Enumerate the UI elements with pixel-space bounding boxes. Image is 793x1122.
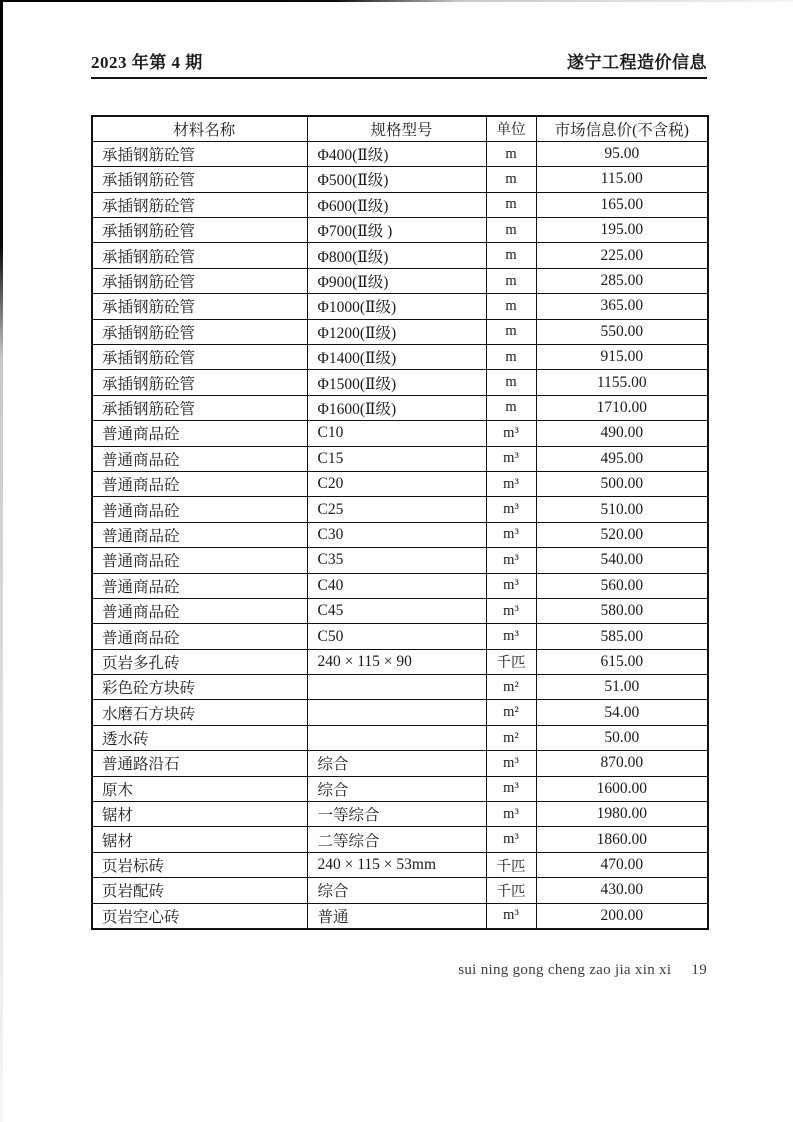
table-row [92, 751, 708, 776]
price-cell: 520.00 [536, 522, 708, 547]
material-name-cell: 普通商品砼 [92, 548, 307, 573]
table-row [92, 802, 708, 827]
price-cell: 540.00 [536, 548, 708, 573]
unit-cell: m³ [486, 624, 536, 649]
spec-cell: Φ1000(Ⅱ级) [307, 294, 486, 319]
spec-cell: C45 [307, 598, 486, 623]
material-name-cell: 承插钢筋砼管 [92, 167, 307, 192]
price-cell: 870.00 [536, 751, 708, 776]
unit-cell: m³ [486, 522, 536, 547]
price-cell: 50.00 [536, 725, 708, 750]
spec-cell: C30 [307, 522, 486, 547]
price-cell: 510.00 [536, 497, 708, 522]
price-cell: 165.00 [536, 192, 708, 217]
table-row [92, 243, 708, 268]
price-cell: 1600.00 [536, 776, 708, 801]
price-cell: 115.00 [536, 167, 708, 192]
spec-cell: 240 × 115 × 90 [307, 649, 486, 674]
unit-cell: m³ [486, 548, 536, 573]
price-cell: 580.00 [536, 598, 708, 623]
spec-cell [307, 700, 486, 725]
spec-cell: Φ1500(Ⅱ级) [307, 370, 486, 395]
material-name-cell: 页岩空心砖 [92, 903, 307, 928]
price-cell: 500.00 [536, 471, 708, 496]
page-footer [91, 962, 707, 979]
unit-cell: 千匹 [486, 878, 536, 903]
price-cell: 51.00 [536, 675, 708, 700]
unit-cell: 千匹 [486, 852, 536, 877]
unit-cell: m [486, 395, 536, 420]
spec-cell: Φ900(Ⅱ级) [307, 268, 486, 293]
table-row [92, 903, 708, 928]
unit-cell: m³ [486, 497, 536, 522]
unit-cell: m² [486, 675, 536, 700]
document-header [91, 53, 707, 73]
table-row [92, 522, 708, 547]
price-cell: 1980.00 [536, 802, 708, 827]
publication-title: 遂宁工程造价信息 [567, 53, 707, 72]
unit-cell: m [486, 294, 536, 319]
spec-cell: 综合 [307, 751, 486, 776]
table-row [92, 573, 708, 598]
spec-cell: 综合 [307, 776, 486, 801]
unit-cell: m³ [486, 776, 536, 801]
unit-cell: m³ [486, 573, 536, 598]
table-row [92, 471, 708, 496]
unit-cell: m [486, 268, 536, 293]
unit-cell: m [486, 370, 536, 395]
material-name-cell: 页岩配砖 [92, 878, 307, 903]
table-row [92, 649, 708, 674]
price-cell: 560.00 [536, 573, 708, 598]
spec-cell: 一等综合 [307, 802, 486, 827]
spec-cell: 普通 [307, 903, 486, 928]
table-row [92, 370, 708, 395]
material-name-cell: 普通商品砼 [92, 497, 307, 522]
spec-cell: C15 [307, 446, 486, 471]
table-row [92, 776, 708, 801]
unit-cell: m³ [486, 598, 536, 623]
price-cell: 490.00 [536, 421, 708, 446]
unit-cell: 千匹 [486, 649, 536, 674]
price-cell: 550.00 [536, 319, 708, 344]
price-cell: 54.00 [536, 700, 708, 725]
material-name-cell: 承插钢筋砼管 [92, 294, 307, 319]
spec-cell: C20 [307, 471, 486, 496]
material-name-cell: 承插钢筋砼管 [92, 141, 307, 166]
unit-cell: m³ [486, 446, 536, 471]
unit-cell: m³ [486, 802, 536, 827]
spec-cell: Φ500(Ⅱ级) [307, 167, 486, 192]
spec-cell: Φ400(Ⅱ级) [307, 141, 486, 166]
spec-cell: 二等综合 [307, 827, 486, 852]
unit-cell: m [486, 141, 536, 166]
spec-cell: C35 [307, 548, 486, 573]
column-header-unit: 单位 [486, 116, 536, 141]
spec-cell: Φ800(Ⅱ级) [307, 243, 486, 268]
page-number: 19 [691, 961, 707, 978]
unit-cell: m [486, 218, 536, 243]
column-header-material: 材料名称 [92, 116, 307, 141]
price-cell: 365.00 [536, 294, 708, 319]
material-name-cell: 原木 [92, 776, 307, 801]
material-name-cell: 页岩多孔砖 [92, 649, 307, 674]
material-name-cell: 普通商品砼 [92, 421, 307, 446]
unit-cell: m³ [486, 471, 536, 496]
table-row [92, 497, 708, 522]
spec-cell: Φ700(Ⅱ级 ) [307, 218, 486, 243]
unit-cell: m [486, 192, 536, 217]
spec-cell: C50 [307, 624, 486, 649]
unit-cell: m³ [486, 903, 536, 928]
price-cell: 585.00 [536, 624, 708, 649]
material-name-cell: 普通商品砼 [92, 598, 307, 623]
material-name-cell: 承插钢筋砼管 [92, 268, 307, 293]
spec-cell: C40 [307, 573, 486, 598]
material-name-cell: 锯材 [92, 827, 307, 852]
price-cell: 1155.00 [536, 370, 708, 395]
price-cell: 1710.00 [536, 395, 708, 420]
price-cell: 195.00 [536, 218, 708, 243]
unit-cell: m [486, 319, 536, 344]
price-cell: 915.00 [536, 345, 708, 370]
material-name-cell: 承插钢筋砼管 [92, 370, 307, 395]
unit-cell: m [486, 345, 536, 370]
price-cell: 95.00 [536, 141, 708, 166]
spec-cell [307, 725, 486, 750]
price-cell: 200.00 [536, 903, 708, 928]
material-name-cell: 普通商品砼 [92, 522, 307, 547]
spec-cell: 240 × 115 × 53mm [307, 852, 486, 877]
header-rule [91, 77, 707, 79]
material-name-cell: 透水砖 [92, 725, 307, 750]
table-row [92, 852, 708, 877]
unit-cell: m³ [486, 827, 536, 852]
table-row [92, 700, 708, 725]
table-row [92, 268, 708, 293]
price-table [91, 115, 709, 930]
price-cell: 285.00 [536, 268, 708, 293]
price-cell: 470.00 [536, 852, 708, 877]
material-name-cell: 彩色砼方块砖 [92, 675, 307, 700]
unit-cell: m² [486, 725, 536, 750]
table-row [92, 548, 708, 573]
spec-cell: Φ1200(Ⅱ级) [307, 319, 486, 344]
material-name-cell: 承插钢筋砼管 [92, 319, 307, 344]
table-row [92, 294, 708, 319]
scan-artifact-left-edge [0, 0, 3, 1122]
table-row [92, 675, 708, 700]
price-table-body [92, 141, 708, 928]
column-header-spec: 规格型号 [307, 116, 486, 141]
unit-cell: m² [486, 700, 536, 725]
unit-cell: m [486, 167, 536, 192]
table-row [92, 598, 708, 623]
table-row [92, 878, 708, 903]
price-cell: 1860.00 [536, 827, 708, 852]
spec-cell: 综合 [307, 878, 486, 903]
price-table-header [92, 116, 708, 141]
spec-cell: Φ1600(Ⅱ级) [307, 395, 486, 420]
table-row [92, 624, 708, 649]
table-row [92, 421, 708, 446]
material-name-cell: 水磨石方块砖 [92, 700, 307, 725]
material-name-cell: 普通商品砼 [92, 624, 307, 649]
table-row [92, 345, 708, 370]
table-row [92, 446, 708, 471]
issue-label: 2023 年第 4 期 [91, 53, 203, 72]
table-row [92, 725, 708, 750]
material-name-cell: 普通商品砼 [92, 446, 307, 471]
table-row [92, 319, 708, 344]
unit-cell: m³ [486, 421, 536, 446]
material-name-cell: 承插钢筋砼管 [92, 192, 307, 217]
spec-cell [307, 675, 486, 700]
material-name-cell: 页岩标砖 [92, 852, 307, 877]
price-cell: 430.00 [536, 878, 708, 903]
material-name-cell: 普通商品砼 [92, 471, 307, 496]
spec-cell: Φ1400(Ⅱ级) [307, 345, 486, 370]
table-row [92, 167, 708, 192]
header-row [92, 116, 708, 141]
material-name-cell: 锯材 [92, 802, 307, 827]
material-name-cell: 承插钢筋砼管 [92, 243, 307, 268]
table-row [92, 827, 708, 852]
material-name-cell: 承插钢筋砼管 [92, 345, 307, 370]
material-name-cell: 普通路沿石 [92, 751, 307, 776]
spec-cell: C25 [307, 497, 486, 522]
price-cell: 615.00 [536, 649, 708, 674]
table-row [92, 395, 708, 420]
spec-cell: Φ600(Ⅱ级) [307, 192, 486, 217]
table-row [92, 192, 708, 217]
price-cell: 225.00 [536, 243, 708, 268]
unit-cell: m [486, 243, 536, 268]
table-row [92, 218, 708, 243]
material-name-cell: 承插钢筋砼管 [92, 395, 307, 420]
price-cell: 495.00 [536, 446, 708, 471]
footer-pinyin: sui ning gong cheng zao jia xin xi [458, 961, 672, 978]
spec-cell: C10 [307, 421, 486, 446]
table-row [92, 141, 708, 166]
material-name-cell: 承插钢筋砼管 [92, 218, 307, 243]
material-name-cell: 普通商品砼 [92, 573, 307, 598]
column-header-price: 市场信息价(不含税) [536, 116, 708, 141]
page-content [91, 0, 707, 979]
unit-cell: m³ [486, 751, 536, 776]
